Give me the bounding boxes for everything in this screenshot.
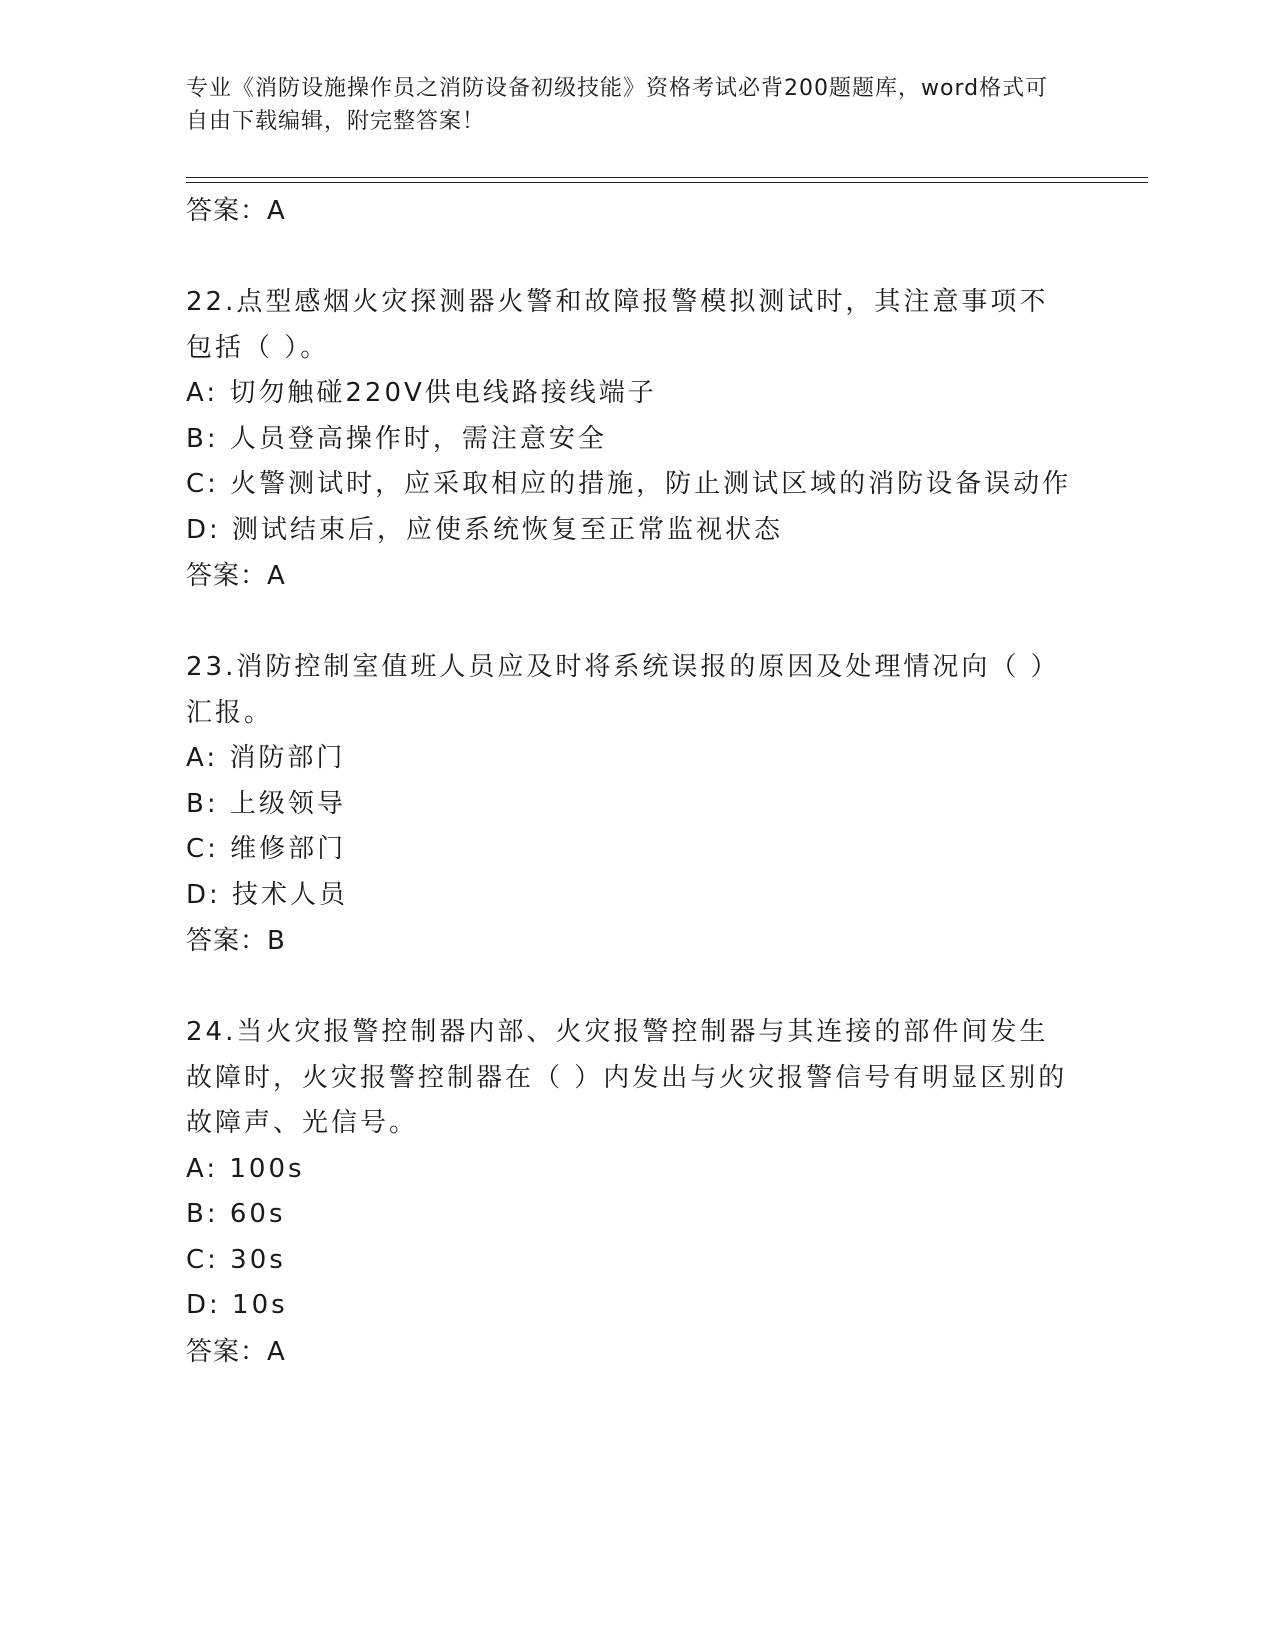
previous-answer: 答案：A <box>186 196 286 226</box>
question-text: 24.当火灾报警控制器内部、火灾报警控制器与其连接的部件间发生故障时，火灾报警控制器在（ ）内发出与火灾报警信号有明显区别的故障声、光信号。 <box>186 1017 1068 1138</box>
option-a: A: 消防部门 <box>186 743 346 773</box>
option-c: C: 维修部门 <box>186 834 347 864</box>
spacer <box>186 599 1076 645</box>
option-a: A: 100s <box>186 1153 305 1184</box>
question-list <box>186 188 1076 1375</box>
option-c: C: 30s <box>186 1244 286 1275</box>
page-header: 专业《消防设施操作员之消防设备初级技能》资格考试必背200题题库，word格式可自由下载编辑，附完整答案！ <box>186 76 1049 134</box>
answer: 答案：B <box>186 926 286 956</box>
option-d: D: 测试结束后，应使系统恢复至正常监视状态 <box>186 514 784 545</box>
answer: 答案：A <box>186 561 286 591</box>
option-b: B: 人员登高操作时，需注意安全 <box>186 423 607 454</box>
question-text: 22.点型感烟火灾探测器火警和故障报警模拟测试时，其注意事项不包括（ ）。 <box>186 287 1049 363</box>
option-d: D: 技术人员 <box>186 879 349 910</box>
option-b: B: 上级领导 <box>186 788 346 819</box>
header-divider-top <box>186 177 1148 178</box>
option-b: B: 60s <box>186 1199 286 1229</box>
answer: 答案：A <box>186 1336 286 1367</box>
option-a: A: 切勿触碰220V供电线路接线端子 <box>186 378 657 408</box>
option-c: C: 火警测试时，应采取相应的措施，防止测试区域的消防设备误动作 <box>186 469 1072 499</box>
spacer <box>186 964 1076 1010</box>
spacer <box>186 234 1076 280</box>
question-24 <box>186 1010 1076 1375</box>
option-d: D: 10s <box>186 1290 288 1320</box>
question-23 <box>186 645 1076 964</box>
question-22 <box>186 280 1076 599</box>
question-text: 23.消防控制室值班人员应及时将系统误报的原因及处理情况向（ ）汇报。 <box>186 652 1060 728</box>
header-divider-bottom <box>186 182 1148 183</box>
